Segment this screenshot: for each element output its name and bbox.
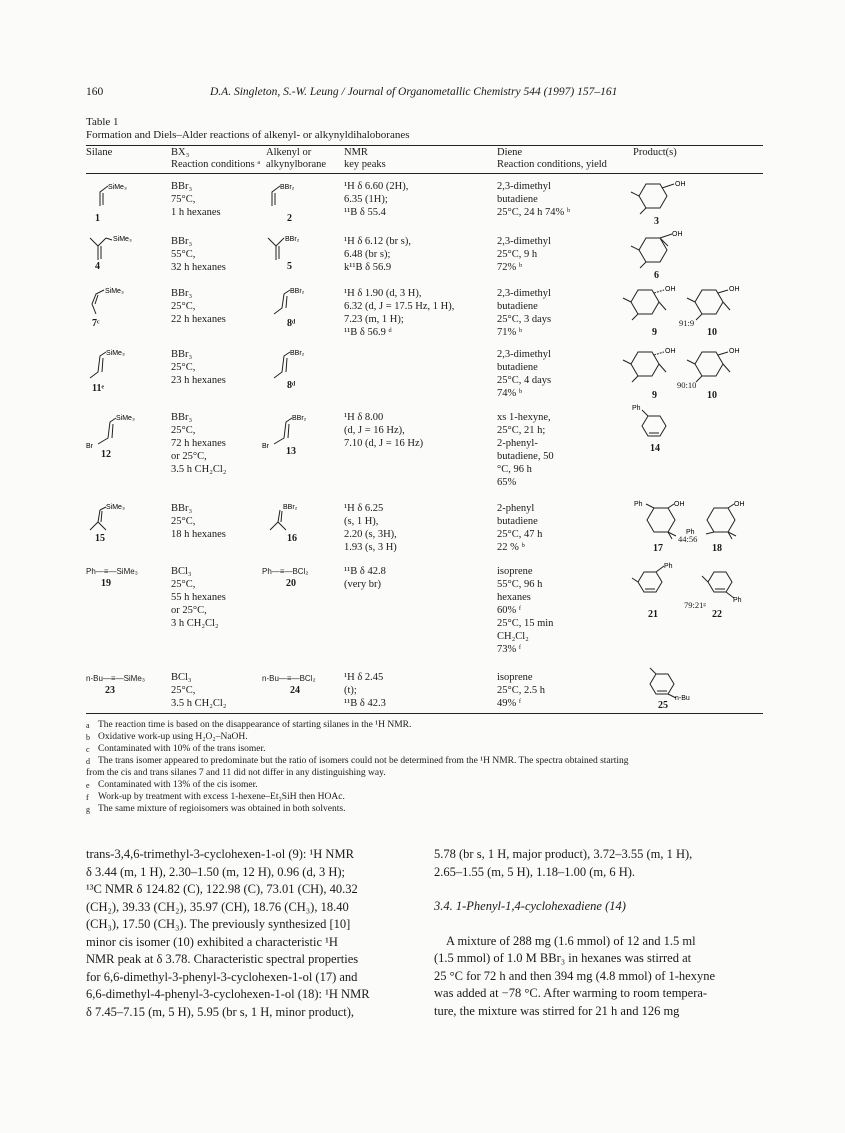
nmr-line: ¹H δ 6.12 (br s), <box>344 236 412 247</box>
structure-product-6 <box>628 230 708 270</box>
diene-line: 65% <box>497 477 517 488</box>
svg-text:BBr₂: BBr₂ <box>290 350 305 357</box>
diene-line: 2,3-dimethyl <box>497 349 551 360</box>
diene-line: 2-phenyl- <box>497 438 538 449</box>
compound-number: 9 <box>652 390 657 401</box>
bx3-line: 3 h CH₂Cl₂ <box>171 618 219 629</box>
nmr-line: 6.35 (1H); <box>344 194 388 205</box>
body-line: for 6,6-dimethyl-3-phenyl-3-cyclohexen-1-ol (17) and <box>86 969 358 984</box>
svg-text:Br: Br <box>86 443 93 450</box>
diene-line: butadiene, 50 <box>497 451 554 462</box>
structure-silane-1 <box>86 180 166 212</box>
bx3-line: 32 h hexanes <box>171 262 226 273</box>
compound-number: 4 <box>95 261 100 272</box>
svg-text:Ph: Ph <box>686 529 695 536</box>
svg-text:Ph: Ph <box>634 501 643 508</box>
body-line: δ 7.45–7.15 (m, 5 H), 5.95 (br s, 1 H, minor product), <box>86 1004 355 1019</box>
body-line: 5.78 (br s, 1 H, major product), 3.72–3.55 (m, 1 H), <box>434 847 693 861</box>
nmr-line: 6.48 (br s); <box>344 249 391 260</box>
compound-number: 10 <box>707 390 717 401</box>
bx3-line: BBr₃ <box>171 349 193 360</box>
structure-products-21-22 <box>632 562 762 604</box>
header-key-peaks: key peaks <box>344 159 386 170</box>
bx3-line: BBr₃ <box>171 503 193 514</box>
bx3-line: 25°C, <box>171 301 196 312</box>
structure-borane-16 <box>266 500 326 534</box>
diene-line: 2,3-dimethyl <box>497 236 551 247</box>
bx3-line: 25°C, <box>171 579 196 590</box>
table-header-rule <box>86 173 763 174</box>
diene-line: 25°C, 3 days <box>497 314 552 325</box>
structure-borane-8 <box>270 346 330 380</box>
structure-borane-24: n-Bu—≡—BCl₂ <box>262 674 316 683</box>
nmr-line: (s, 1 H), <box>344 516 379 527</box>
svg-text:SiMe₃: SiMe₃ <box>105 288 124 295</box>
compound-number: 22 <box>712 609 722 620</box>
structure-borane-20: Ph—≡—BCl₂ <box>262 567 309 576</box>
diene-line: 60% ᶠ <box>497 605 522 616</box>
footnote: e Contaminated with 13% of the cis isomer. <box>86 780 258 790</box>
bx3-line: BBr₃ <box>171 181 193 192</box>
page-number: 160 <box>86 86 104 98</box>
structure-products-9-10 <box>620 282 760 322</box>
nmr-line: 2.20 (s, 3H), <box>344 529 397 540</box>
nmr-line: ¹H δ 2.45 <box>344 672 384 683</box>
bx3-line: 18 h hexanes <box>171 529 226 540</box>
nmr-line: ¹H δ 6.25 <box>344 503 384 514</box>
svg-text:n-Bu: n-Bu <box>675 695 690 702</box>
svg-text:OH: OH <box>734 501 745 508</box>
body-line: 6,6-dimethyl-4-phenyl-3-cyclohexen-1-ol (18): ¹H NMR <box>86 987 370 1001</box>
body-left-column <box>86 846 416 1021</box>
compound-number: 7ᶜ <box>92 318 100 329</box>
footnote: b Oxidative work-up using H₂O₂–NaOH. <box>86 732 248 742</box>
bx3-line: 1 h hexanes <box>171 207 221 218</box>
nmr-line: ¹H δ 8.00 <box>344 412 384 423</box>
body-line: (CH₃), 17.50 (CH₃). The previously synthesized [10] <box>86 917 351 931</box>
bx3-line: 22 h hexanes <box>171 314 226 325</box>
diene-line: butadiene <box>497 362 538 373</box>
diene-line: isoprene <box>497 672 533 683</box>
bx3-line: BCl₃ <box>171 672 192 683</box>
bx3-line: 55 h hexanes <box>171 592 226 603</box>
diene-line: 2,3-dimethyl <box>497 288 551 299</box>
compound-number: 21 <box>648 609 658 620</box>
structure-products-9-10 <box>620 344 760 384</box>
header-diene-conditions: Reaction conditions, yield <box>497 159 607 170</box>
compound-number: 9 <box>652 327 657 338</box>
diene-line: 2-phenyl <box>497 503 535 514</box>
isomer-ratio: 90:10 <box>677 380 697 390</box>
diene-line: 72% ᵇ <box>497 262 523 273</box>
bx3-line: 72 h hexanes <box>171 438 226 449</box>
diene-line: 73% ᶠ <box>497 644 522 655</box>
nmr-line: 7.23 (m, 1 H); <box>344 314 404 325</box>
compound-number: 1 <box>95 213 100 224</box>
body-line: δ 3.44 (m, 1 H), 2.30–1.50 (m, 12 H), 0.96 (d, 3 H); <box>86 864 345 879</box>
diene-line: 25°C, 21 h; <box>497 425 546 436</box>
diene-line: 71% ᵇ <box>497 327 523 338</box>
structure-borane-5 <box>264 232 324 262</box>
svg-text:BBr₂: BBr₂ <box>280 184 295 191</box>
compound-number: 3 <box>654 216 659 227</box>
structure-silane-12 <box>86 410 166 450</box>
diene-line: butadiene <box>497 301 538 312</box>
diene-line: 74% ᵇ <box>497 388 523 399</box>
svg-text:Ph: Ph <box>664 563 673 570</box>
svg-text:Ph: Ph <box>632 405 641 412</box>
bx3-line: 3.5 h CH₂Cl₂ <box>171 698 227 709</box>
compound-number: 14 <box>650 443 660 454</box>
diene-line: CH₂Cl₂ <box>497 631 529 642</box>
diene-line: 55°C, 96 h <box>497 579 543 590</box>
diene-line: xs 1-hexyne, <box>497 412 551 423</box>
structure-silane-15 <box>86 500 166 534</box>
header-alkynylborane: alkynylborane <box>266 159 327 170</box>
svg-text:Br: Br <box>262 443 269 450</box>
table-top-rule <box>86 145 763 146</box>
body-line: (1.5 mmol) of 1.0 M BBr₃ in hexanes was stirred at <box>434 951 692 965</box>
structure-product-14 <box>632 404 692 444</box>
diene-line: 25°C, 9 h <box>497 249 538 260</box>
running-header-citation: D.A. Singleton, S.-W. Leung / Journal of Organometallic Chemistry 544 (1997) 157–161 <box>210 86 618 98</box>
body-line: was added at −78 °C. After warming to room tempera- <box>434 986 708 1000</box>
isomer-ratio: 44:56 <box>678 534 698 544</box>
compound-number: 23 <box>105 685 115 696</box>
svg-text:BBr₂: BBr₂ <box>290 288 305 295</box>
isomer-ratio: 79:21ᵍ <box>684 600 706 610</box>
svg-text:OH: OH <box>665 348 676 355</box>
structure-borane-8 <box>270 284 330 318</box>
structure-silane-7 <box>86 284 166 318</box>
bx3-line: 25°C, <box>171 362 196 373</box>
nmr-line: k¹¹B δ 56.9 <box>344 262 392 273</box>
footnote: g The same mixture of regioisomers was obtained in both solvents. <box>86 804 346 814</box>
structure-silane-4 <box>86 232 166 262</box>
nmr-line: 7.10 (d, J = 16 Hz) <box>344 438 424 449</box>
compound-number: 18 <box>712 543 722 554</box>
structure-silane-23: n-Bu—≡—SiMe₃ <box>86 674 146 683</box>
nmr-line: ¹¹B δ 55.4 <box>344 207 386 218</box>
structure-borane-2 <box>264 180 324 212</box>
diene-line: 25°C, 15 min <box>497 618 554 629</box>
compound-number: 11ᵉ <box>92 383 105 394</box>
body-line: ture, the mixture was stirred for 21 h and 126 mg <box>434 1003 680 1018</box>
table-caption: Formation and Diels–Alder reactions of alkenyl- or alkynyldihaloboranes <box>86 129 410 141</box>
table-label: Table 1 <box>86 116 119 128</box>
diene-line: 25°C, 4 days <box>497 375 552 386</box>
compound-number: 25 <box>658 700 668 711</box>
bx3-line: BBr₃ <box>171 236 193 247</box>
body-line: (CH₂), 39.33 (CH₂), 35.97 (CH), 18.76 (CH₃), 18.40 <box>86 899 349 914</box>
svg-text:OH: OH <box>674 501 685 508</box>
footnote: f Work-up by treatment with excess 1-hexene–Et₃SiH then HOAc. <box>86 792 345 802</box>
compound-number: 2 <box>287 213 292 224</box>
compound-number: 15 <box>95 533 105 544</box>
nmr-line: (d, J = 16 Hz), <box>344 425 405 436</box>
compound-number: 19 <box>101 578 111 589</box>
nmr-line: ¹H δ 1.90 (d, 3 H), <box>344 288 422 299</box>
compound-number: 20 <box>286 578 296 589</box>
svg-text:OH: OH <box>729 286 740 293</box>
bx3-line: 55°C, <box>171 249 196 260</box>
diene-line: 25°C, 2.5 h <box>497 685 545 696</box>
nmr-line: ¹¹B δ 42.3 <box>344 698 386 709</box>
bx3-line: BCl₃ <box>171 566 192 577</box>
diene-line: °C, 96 h <box>497 464 532 475</box>
compound-number: 12 <box>101 449 111 460</box>
isomer-ratio: 91:9 <box>679 318 695 328</box>
compound-number: 6 <box>654 270 659 281</box>
diene-line: 25°C, 47 h <box>497 529 543 540</box>
header-products: Product(s) <box>633 147 677 158</box>
svg-text:OH: OH <box>672 231 683 238</box>
structure-silane-19: Ph—≡—SiMe₃ <box>86 567 138 576</box>
diene-line: 22 % ᵇ <box>497 542 525 553</box>
body-line: A mixture of 288 mg (1.6 mmol) of 12 and 1.5 ml <box>446 933 696 948</box>
structure-product-3 <box>628 178 708 216</box>
table-bottom-rule <box>86 713 763 714</box>
nmr-line: (t); <box>344 685 357 696</box>
svg-text:SiMe₃: SiMe₃ <box>116 415 135 422</box>
svg-text:Ph: Ph <box>733 597 742 604</box>
structure-product-25 <box>644 664 724 704</box>
diene-line: 2,3-dimethyl <box>497 181 551 192</box>
body-line: 2.65–1.55 (m, 5 H), 1.18–1.00 (m, 6 H). <box>434 864 636 879</box>
bx3-line: 25°C, <box>171 516 196 527</box>
diene-line: isoprene <box>497 566 533 577</box>
structure-borane-13 <box>262 410 332 450</box>
svg-text:SiMe₃: SiMe₃ <box>106 350 125 357</box>
svg-text:BBr₂: BBr₂ <box>283 504 298 511</box>
bx3-line: 75°C, <box>171 194 196 205</box>
nmr-line: (very br) <box>344 579 382 590</box>
svg-text:SiMe₃: SiMe₃ <box>108 184 127 191</box>
diene-line: hexanes <box>497 592 531 603</box>
bx3-line: BBr₃ <box>171 412 193 423</box>
bx3-line: or 25°C, <box>171 605 207 616</box>
body-right-column <box>434 846 764 1020</box>
svg-text:OH: OH <box>729 348 740 355</box>
compound-number: 16 <box>287 533 297 544</box>
bx3-line: 25°C, <box>171 425 196 436</box>
body-line: 25 °C for 72 h and then 394 mg (4.8 mmol) of 1-hexyne <box>434 968 715 983</box>
nmr-line: 6.32 (d, J = 17.5 Hz, 1 H), <box>344 301 455 312</box>
footnote: a The reaction time is based on the disappearance of starting silanes in the ¹H NMR. <box>86 720 412 730</box>
compound-number: 13 <box>286 446 296 457</box>
svg-text:OH: OH <box>665 286 676 293</box>
body-line: ¹³C NMR δ 124.82 (C), 122.98 (C), 73.01 (CH), 40.32 <box>86 882 358 896</box>
footnote: d The trans isomer appeared to predominate but the ratio of isomers could not be determined from the ¹H NMR. The spectra obtained starting <box>86 756 629 766</box>
diene-line: 49% ᶠ <box>497 698 522 709</box>
footnote: from the cis and trans silanes 7 and 11 did not differ in any distinguishing way. <box>86 768 386 778</box>
footnote: c Contaminated with 10% of the trans isomer. <box>86 744 266 754</box>
section-title: 3.4. 1-Phenyl-1,4-cyclohexadiene (14) <box>434 899 626 913</box>
diene-line: 25°C, 24 h 74% ᵇ <box>497 207 571 218</box>
compound-number: 17 <box>653 543 663 554</box>
header-alkenyl: Alkenyl or <box>266 147 312 158</box>
header-diene: Diene <box>497 147 523 158</box>
diene-line: butadiene <box>497 516 538 527</box>
svg-text:SiMe₃: SiMe₃ <box>106 504 125 511</box>
bx3-line: BBr₃ <box>171 288 193 299</box>
bx3-line: 25°C, <box>171 685 196 696</box>
nmr-line: 1.93 (s, 3 H) <box>344 542 397 553</box>
svg-text:BBr₂: BBr₂ <box>285 236 300 243</box>
svg-text:SiMe₃: SiMe₃ <box>113 236 132 243</box>
structure-silane-11 <box>86 346 166 380</box>
diene-line: butadiene <box>497 194 538 205</box>
compound-number: 24 <box>290 685 300 696</box>
bx3-line: 23 h hexanes <box>171 375 226 386</box>
compound-number: 8ᵈ <box>287 380 296 391</box>
bx3-line: or 25°C, <box>171 451 207 462</box>
header-reaction-conditions: Reaction conditions ᵃ <box>171 159 261 170</box>
svg-text:BBr₂: BBr₂ <box>292 415 307 422</box>
header-bx3: BX₃ <box>171 147 190 158</box>
body-line: trans-3,4,6-trimethyl-3-cyclohexen-1-ol (9): ¹H NMR <box>86 847 354 861</box>
nmr-line: ¹H δ 6.60 (2H), <box>344 181 409 192</box>
bx3-line: 3.5 h CH₂Cl₂ <box>171 464 227 475</box>
nmr-line: ¹¹B δ 56.9 ᵈ <box>344 327 392 338</box>
compound-number: 10 <box>707 327 717 338</box>
header-nmr: NMR <box>344 147 368 158</box>
header-silane: Silane <box>86 147 113 158</box>
nmr-line: ¹¹B δ 42.8 <box>344 566 386 577</box>
svg-text:OH: OH <box>675 181 686 188</box>
compound-number: 5 <box>287 261 292 272</box>
compound-number: 8ᵈ <box>287 318 296 329</box>
body-line: NMR peak at δ 3.78. Characteristic spectral properties <box>86 952 359 966</box>
body-line: minor cis isomer (10) exhibited a characteristic ¹H <box>86 934 338 949</box>
